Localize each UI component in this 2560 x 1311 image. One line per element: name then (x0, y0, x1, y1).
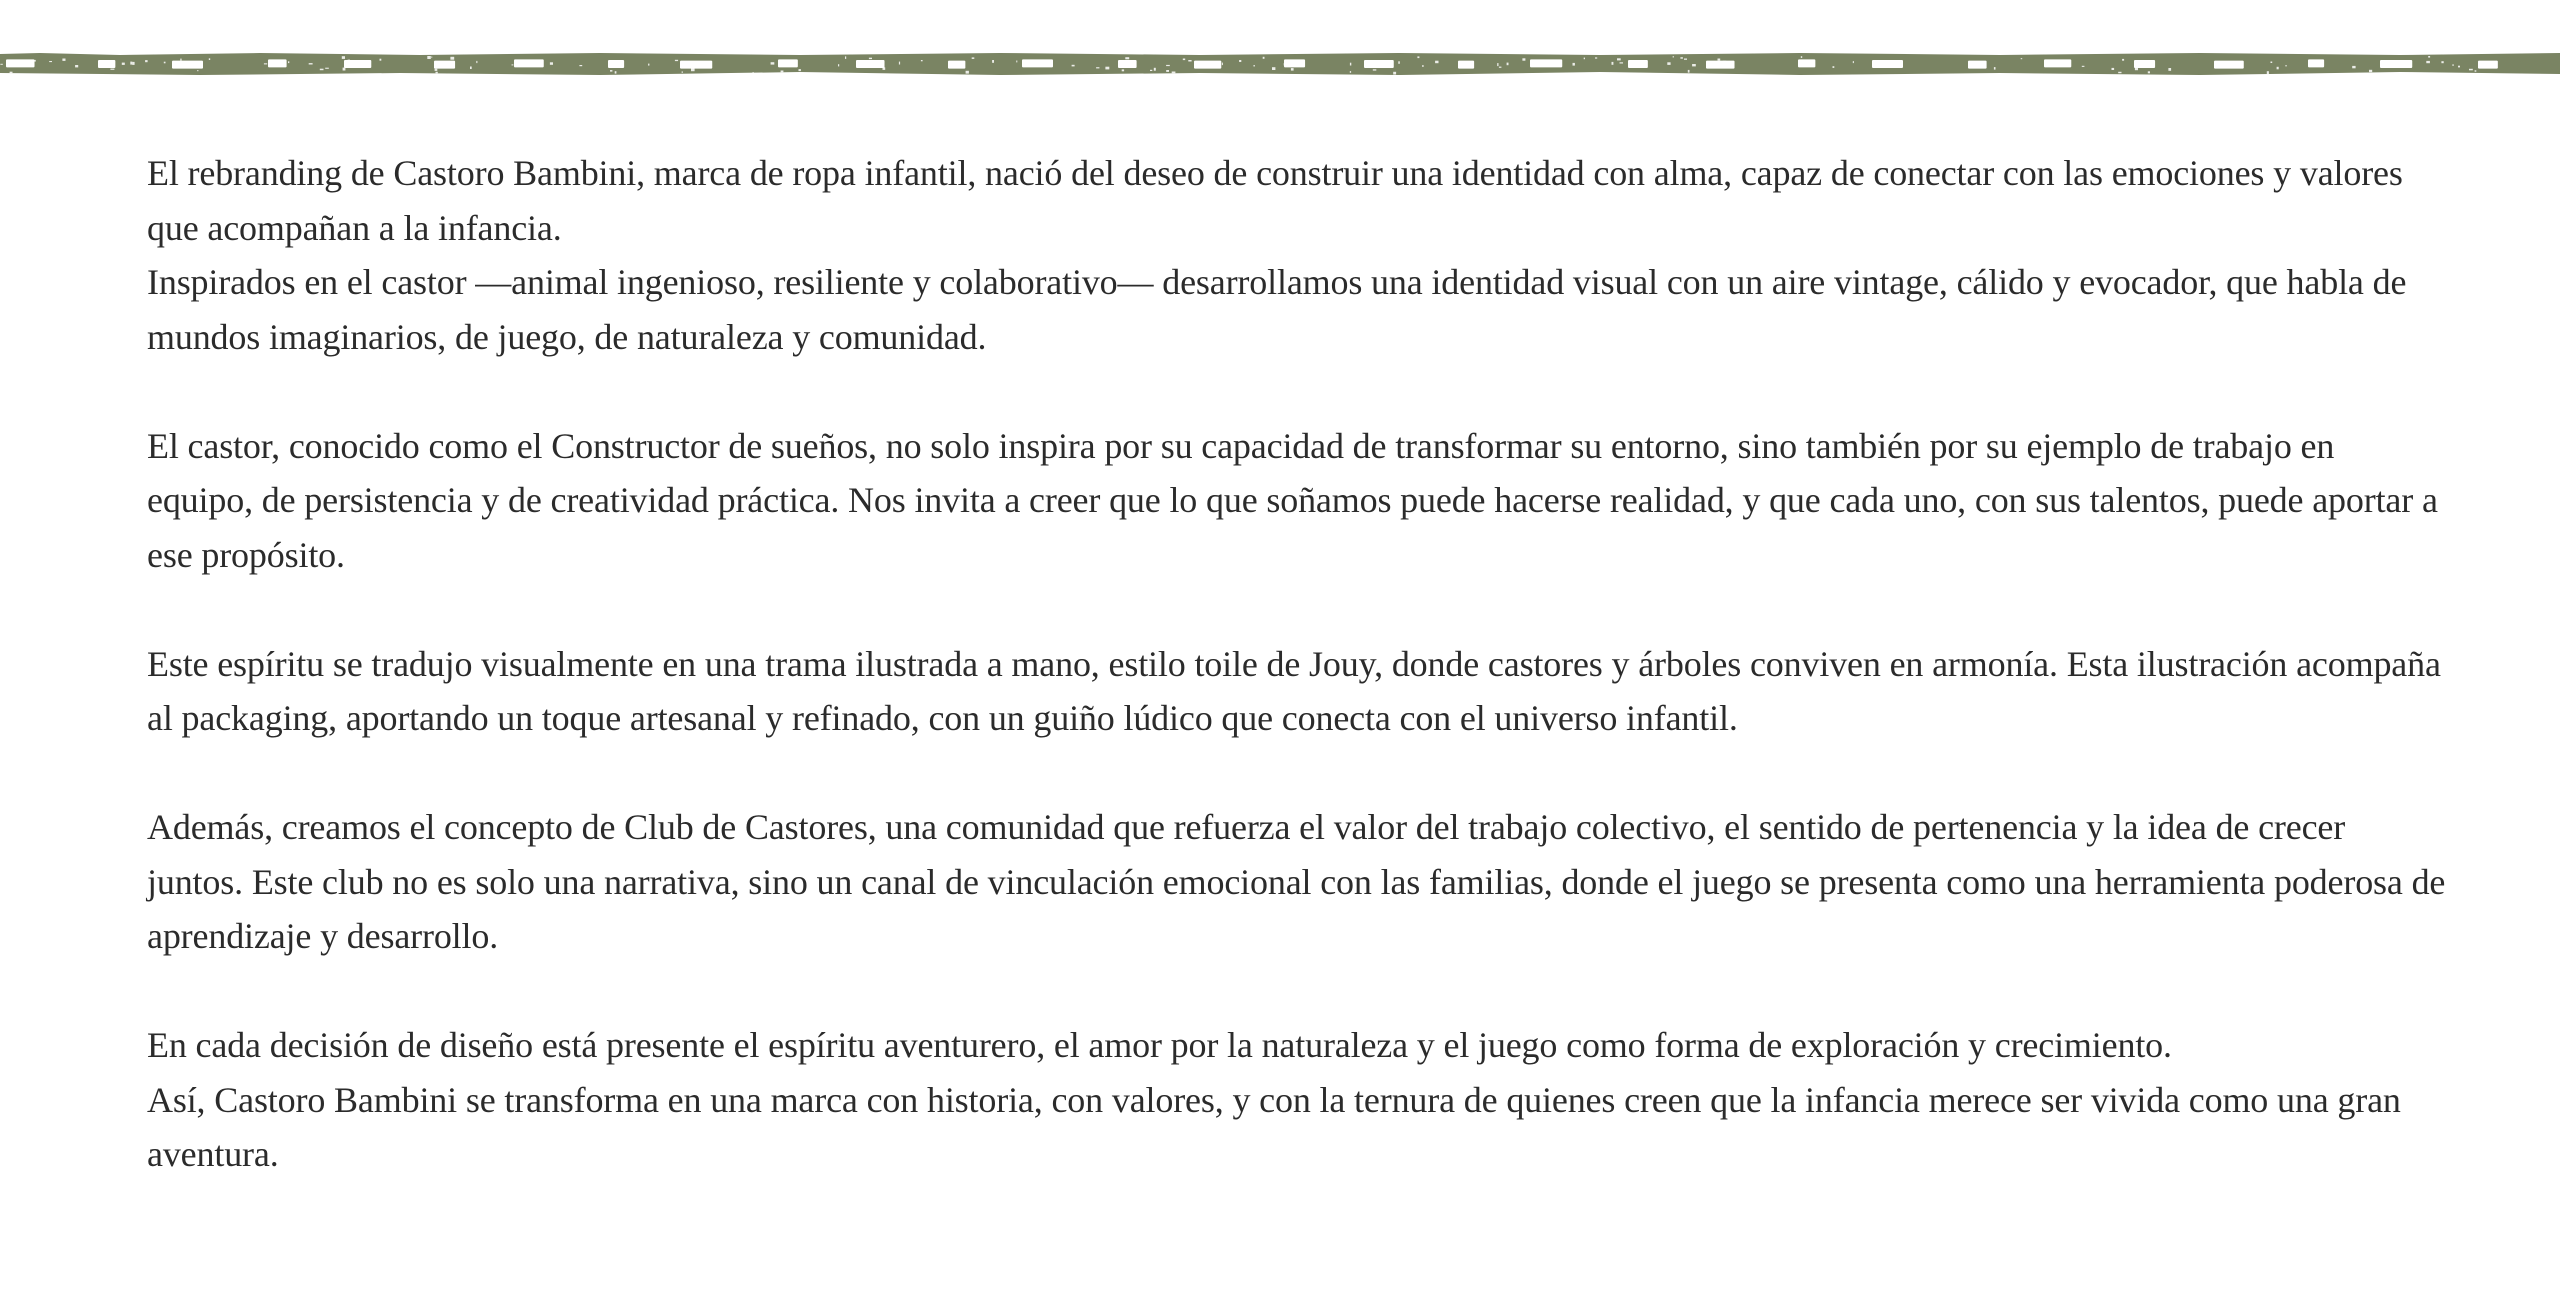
distress-speck (2122, 59, 2124, 61)
distress-speck (550, 62, 553, 65)
distress-speck (2082, 66, 2085, 67)
stitch-dash (1458, 61, 1474, 69)
distress-speck (1183, 59, 1185, 61)
distress-speck (706, 65, 707, 67)
distress-speck (1853, 61, 1854, 63)
distress-speck (610, 70, 612, 72)
stitch-dash (856, 60, 885, 68)
distress-speck (431, 57, 432, 58)
distress-speck (615, 71, 617, 73)
distress-speck (132, 62, 134, 65)
distress-speck (1105, 67, 1109, 70)
distress-speck (274, 64, 276, 65)
distress-speck (1096, 67, 1099, 68)
body-text (147, 146, 2447, 1182)
stitch-dash (1022, 59, 1053, 67)
distress-speck (1254, 65, 1255, 67)
stitch-dash (2308, 59, 2324, 67)
distress-speck (845, 56, 846, 59)
stitch-dash (1530, 59, 1562, 67)
distress-speck (1994, 67, 1996, 70)
stitch-dash (2478, 61, 2498, 69)
distress-speck (2052, 63, 2053, 64)
distress-speck (1166, 65, 1170, 66)
distress-speck (348, 60, 350, 61)
distress-speck (1541, 62, 1544, 64)
distress-speck (450, 57, 454, 60)
distress-speck (209, 58, 210, 60)
distress-speck (1122, 69, 1124, 71)
distress-speck (2458, 66, 2460, 68)
distress-speck (799, 69, 801, 71)
distress-speck (1612, 62, 1614, 65)
ribbon-band (0, 53, 2560, 75)
stitch-dash (2380, 60, 2412, 68)
stitch-dash (948, 61, 965, 69)
distress-speck (1422, 65, 1423, 67)
distress-speck (343, 68, 346, 71)
distress-speck (2168, 68, 2171, 71)
stitch-dash (1968, 61, 1987, 69)
distress-speck (1499, 67, 1502, 68)
distress-speck (1133, 65, 1134, 68)
distress-speck (1507, 63, 1509, 66)
paragraph-castor: El castor, conocido como el Constructor de sueños, no solo inspira por su capacidad de transformar su entorno, sino también por su ejemplo de trabajo en equipo, de persistencia y de creatividad práctica. Nos invita a creer que lo que soñamos puede hacerse realidad, y que cada uno, con sus talentos, puede aportar a ese propósito. (147, 425, 2438, 575)
distress-speck (2118, 72, 2121, 73)
distress-speck (2135, 68, 2138, 70)
distress-speck (771, 62, 775, 64)
distress-speck (2352, 66, 2355, 68)
distress-speck (34, 60, 35, 62)
distress-speck (2148, 71, 2150, 73)
distress-speck (2469, 69, 2473, 71)
paragraph-intro: El rebranding de Castoro Bambini, marca de ropa infantil, nació del deseo de construir una identidad con alma, capaz de conectar con las emociones y valores que acompañan a la infancia. Inspirados en el castor —animal ingenioso, resiliente y colaborativo— desarrollamos una identidad visual con un aire vintage, cálido y evocador, que habla de mundos imaginarios, de juego, de naturaleza y comunidad. (147, 153, 2407, 357)
distress-speck (1035, 60, 1037, 61)
distress-speck (476, 61, 477, 63)
distress-speck (1435, 61, 1438, 64)
distress-speck (2271, 62, 2273, 64)
stitch-dash (344, 60, 371, 68)
distress-speck (1497, 63, 1498, 66)
distress-speck (1417, 56, 1419, 58)
distress-speck (435, 69, 438, 71)
distress-speck (1272, 67, 1275, 70)
distress-speck (1124, 62, 1127, 65)
distress-speck (1680, 57, 1683, 59)
stitch-dash (1706, 61, 1735, 69)
distress-speck (1199, 63, 1201, 64)
distress-speck (110, 69, 114, 70)
stitch-dash (1628, 60, 1648, 68)
distress-speck (1692, 64, 1696, 66)
distress-speck (883, 67, 886, 70)
distress-speck (2369, 70, 2372, 72)
distress-speck (972, 57, 975, 59)
distress-speck (2285, 65, 2286, 66)
distress-speck (470, 67, 472, 70)
distress-speck (380, 59, 382, 61)
distress-speck (1393, 72, 1396, 75)
distress-speck (2426, 61, 2430, 63)
distress-speck (2112, 68, 2115, 70)
distress-speck (1239, 60, 1241, 62)
distress-speck (1172, 72, 1176, 74)
distress-speck (1560, 62, 1561, 63)
distress-speck (1573, 63, 1575, 66)
distress-speck (1373, 69, 1377, 70)
distress-speck (1166, 70, 1169, 72)
distress-speck (130, 62, 132, 65)
distress-speck (1016, 61, 1017, 63)
distress-speck (1263, 57, 1265, 59)
distress-speck (512, 64, 514, 65)
stitch-dash (608, 60, 624, 68)
distress-speck (75, 65, 78, 67)
distress-speck (1372, 61, 1374, 63)
distress-speck (1684, 59, 1687, 60)
distress-speck (675, 60, 678, 61)
distress-speck (1350, 71, 1351, 73)
stitch-dash (1798, 59, 1815, 67)
distress-speck (1595, 57, 1597, 58)
distress-speck (1284, 63, 1288, 65)
distress-speck (966, 71, 969, 74)
distress-speck (1617, 58, 1621, 60)
distress-speck (2453, 64, 2454, 66)
distress-speck (1584, 58, 1585, 60)
distress-speck (1222, 63, 1223, 66)
stitch-dash (172, 61, 203, 69)
distress-speck (427, 56, 431, 59)
paragraph-toile: Este espíritu se tradujo visualmente en una trama ilustrada a mano, estilo toile de Jouy, donde castores y árboles conviven en armonía. Esta ilustración acompaña al packaging, aportando un toque artesanal y refinado, con un guiño lúdico que conecta con el universo infantil. (147, 643, 2441, 738)
paragraph-conclusion: En cada decisión de diseño está presente el espíritu aventurero, el amor por la naturaleza y el juego como forma de exploración y crecimiento. Así, Castoro Bambini se transforma en una marca con historia, con valores, y con la ternura de quienes creen que la infancia merece ser vivida como una gran aventura. (147, 1025, 2401, 1174)
distress-speck (1620, 62, 1624, 63)
distress-speck (2217, 63, 2219, 66)
stitch-dash (6, 59, 35, 67)
distress-speck (264, 63, 267, 64)
distress-speck (1872, 64, 1874, 66)
distress-speck (1833, 66, 1835, 68)
distress-speck (781, 71, 784, 73)
distress-speck (145, 60, 148, 62)
stitch-dash (2134, 60, 2155, 68)
distress-speck (0, 64, 2, 65)
distress-speck (164, 62, 166, 64)
distress-speck (1188, 60, 1191, 62)
paragraph-club: Además, creamos el concepto de Club de Castores, una comunidad que refuerza el valor del trabajo colectivo, el sentido de pertenencia y la idea de crecer juntos. Este club no es solo una narrativa, sino un canal de vinculación emocional con las familias, donde el juego se presenta como una herramienta poderosa de aprendizaje y desarrollo. (147, 807, 2446, 956)
distress-speck (2428, 56, 2430, 58)
distress-speck (197, 70, 198, 71)
distress-speck (1291, 68, 1294, 71)
distress-speck (706, 62, 708, 63)
distress-speck (1667, 62, 1670, 65)
stitch-dash (1194, 61, 1221, 69)
distress-speck (2475, 70, 2477, 71)
distress-speck (288, 61, 289, 63)
distress-speck (1154, 68, 1156, 71)
distress-speck (342, 56, 345, 59)
distress-speck (921, 60, 923, 61)
stitch-dash (778, 59, 798, 67)
distress-speck (1673, 56, 1674, 57)
distress-speck (436, 72, 438, 74)
distress-speck (899, 62, 900, 65)
stitch-dash (2044, 59, 2071, 67)
distress-speck (2021, 58, 2023, 59)
distress-speck (1718, 59, 1721, 61)
distress-speck (682, 71, 683, 73)
distress-speck (992, 60, 994, 63)
stitch-dash (1872, 60, 1903, 68)
distress-speck (62, 59, 65, 61)
distress-speck (1801, 56, 1802, 58)
stitch-dash (268, 59, 287, 67)
distress-speck (49, 61, 52, 62)
stitch-dash (98, 60, 115, 68)
distress-speck (753, 72, 754, 73)
distress-speck (122, 63, 125, 65)
distress-speck (1072, 65, 1075, 67)
distress-speck (10, 72, 13, 74)
stitch-dash (1364, 60, 1394, 68)
distress-speck (691, 68, 695, 71)
distress-speck (2267, 71, 2269, 74)
distress-speck (869, 58, 872, 59)
distress-speck (620, 64, 623, 65)
distress-speck (579, 65, 582, 66)
distress-speck (1522, 58, 1525, 60)
distress-speck (1150, 70, 1152, 71)
stitched-ribbon-border-icon (0, 50, 2560, 78)
distress-speck (838, 64, 839, 66)
distress-speck (2277, 67, 2279, 70)
distress-speck (1723, 61, 1726, 63)
distress-speck (325, 68, 329, 69)
distress-speck (1398, 61, 1400, 64)
stitch-dash (514, 59, 544, 67)
stitch-dash (434, 61, 455, 69)
distress-speck (1688, 70, 1690, 73)
distress-speck (320, 69, 324, 71)
distress-speck (1125, 57, 1129, 59)
distress-speck (2441, 61, 2443, 63)
distress-speck (180, 59, 181, 61)
distress-speck (648, 64, 649, 66)
distress-speck (309, 63, 313, 64)
distress-speck (1350, 63, 1351, 66)
